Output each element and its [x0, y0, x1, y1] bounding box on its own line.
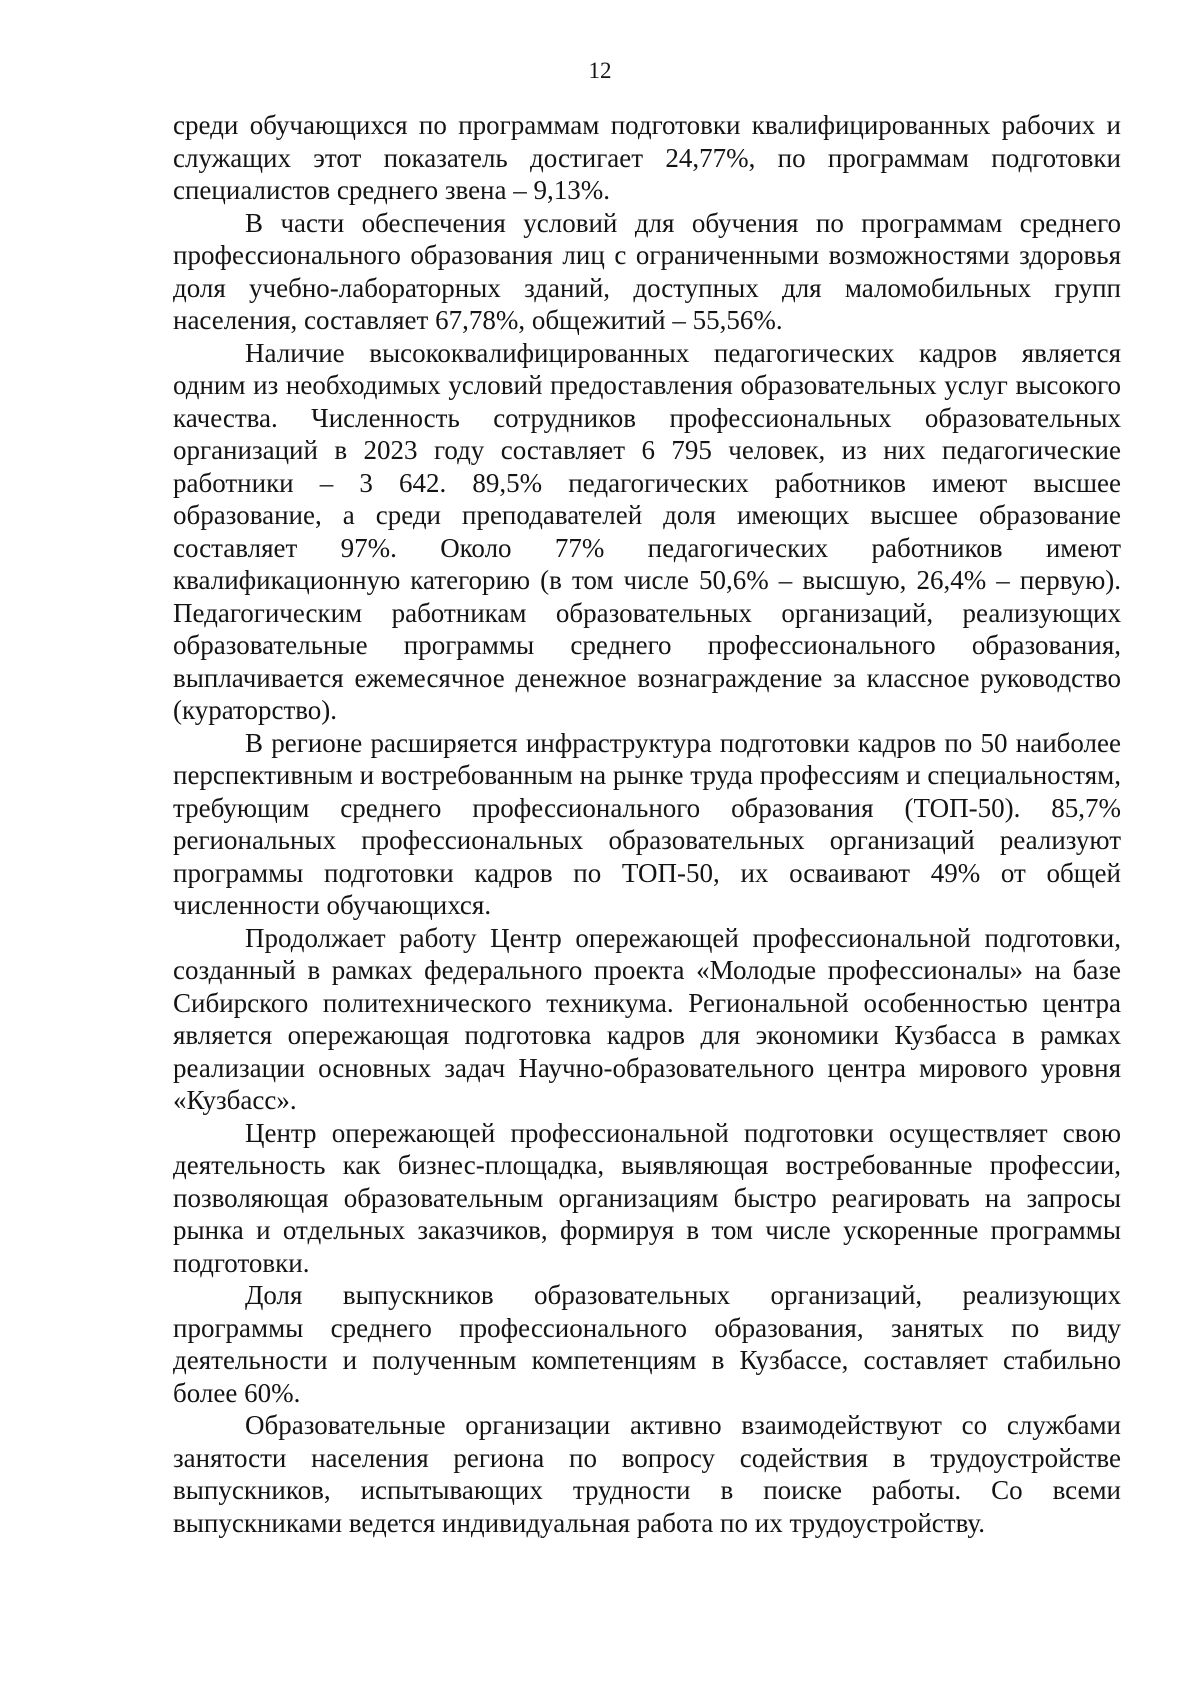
- document-body: [173, 109, 1121, 1539]
- page-number: 12: [588, 58, 612, 83]
- paragraph-employment-services: Образовательные организации активно взаимодействуют со службами занятости населения региона по вопросу содействия в трудоустройстве выпускников, испытывающих трудности в поиске работы. Со всеми выпускниками ведется индивидуальная работа по их трудоустройству.: [173, 1410, 1121, 1538]
- paragraph-advanced-training-center: Продолжает работу Центр опережающей профессиональной подготовки, созданный в рамках федерального проекта «Молодые профессионалы» на базе Сибирского политехнического техникума. Региональной особенностью центра является опережающая подготовка кадров для экономики Кузбасса в рамках реализации основных задач Научно-образовательного центра мирового уровня «Кузбасс».: [173, 922, 1121, 1115]
- paragraph-top50-infrastructure: В регионе расширяется инфраструктура подготовки кадров по 50 наиболее перспективным и востребованным на рынке труда профессиям и специальностям, требующим среднего профессионального образования (ТОП-50). 85,7% региональных профессиональных образовательных организаций реализуют программы подготовки кадров по ТОП-50, их осваивают 49% от общей численности обучающихся.: [173, 727, 1121, 920]
- paragraph-center-activity: Центр опережающей профессиональной подготовки осуществляет свою деятельность как бизнес-площадка, выявляющая востребованные профессии, позволяющая образовательным организациям быстро реагировать на запросы рынка и отдельных заказчиков, формируя в том числе ускоренные программы подготовки.: [173, 1117, 1121, 1278]
- paragraph-accessibility-conditions: В части обеспечения условий для обучения по программам среднего профессионального образования лиц с ограниченными возможностями здоровья доля учебно-лабораторных зданий, доступных для маломобильных групп населения, составляет 67,78%, общежитий – 55,56%.: [173, 207, 1121, 335]
- paragraph-continuation: среди обучающихся по программам подготовки квалифицированных рабочих и служащих этот показатель достигает 24,77%, по программам подготовки специалистов среднего звена – 9,13%.: [173, 110, 1121, 205]
- paragraph-teaching-staff: Наличие высококвалифицированных педагогических кадров является одним из необходимых условий предоставления образовательных услуг высокого качества. Численность сотрудников профессиональных образовательных организаций в 2023 году составляет 6 795 человек, из них педагогические работники – 3 642. 89,5% педагогических работников имеют высшее образование, а среди преподавателей доля имеющих высшее образование составляет 97%. Около 77% педагогических работников имеют квалификационную категорию (в том числе 50,6% – высшую, 26,4% – первую). Педагогическим работникам образовательных организаций, реализующих образовательные программы среднего профессионального образования, выплачивается ежемесячное денежное вознаграждение за классное руководство (кураторство).: [173, 337, 1121, 725]
- paragraph-graduate-employment-share: Доля выпускников образовательных организаций, реализующих программы среднего профессионального образования, занятых по виду деятельности и полученным компетенциям в Кузбассе, составляет стабильно более 60%.: [173, 1280, 1121, 1408]
